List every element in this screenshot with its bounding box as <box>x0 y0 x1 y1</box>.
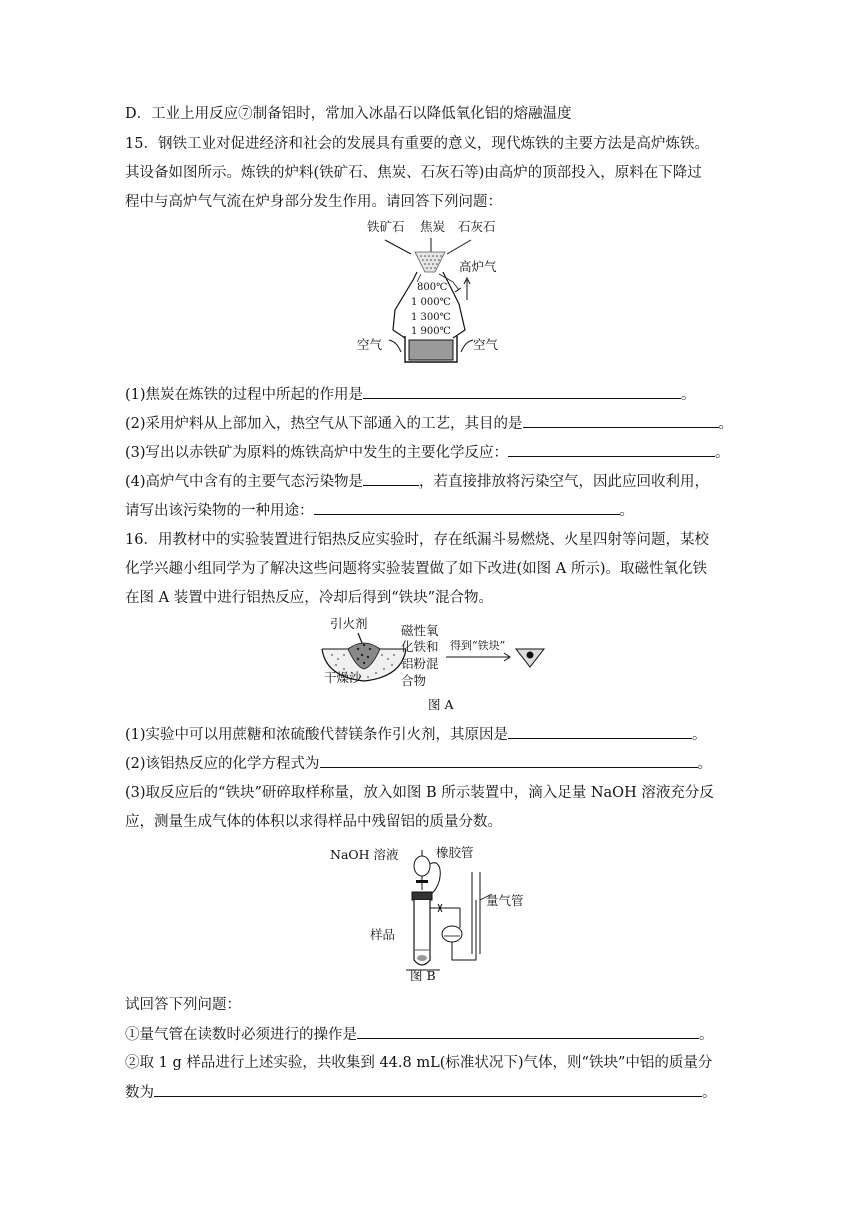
q16-sub-3-line-1: (3)取反应后的“铁块”研碎取样称量，放入如图 B 所示装置中，滴入足量 NaOH 溶液充分反 <box>125 785 714 801</box>
q16-line-2: 化学兴趣小组同学为了解决这些问题将实验装置做了如下改进(如图 A 所示)。取磁性氧化铁 <box>125 561 708 577</box>
furnace-gas-label: 高炉气 <box>459 259 497 274</box>
mixture-label-3: 铝粉混 <box>401 656 439 671</box>
answer-blank[interactable] <box>363 471 419 486</box>
figure-b <box>330 842 540 992</box>
figure-b-caption: 图 B <box>410 968 436 983</box>
q15-sub-2: (2)采用炉料从上部加入，热空气从下部通入的工艺，其目的是 。 <box>125 413 733 434</box>
option-d: D．工业上用反应⑦制备铝时，常加入冰晶石以降低氧化铝的熔融温度 <box>125 106 572 122</box>
sand-label: 干燥沙 <box>324 670 362 685</box>
q16-line-1: 16．用教材中的实验装置进行铝热反应实验时，存在纸漏斗易燃烧、火星四射等问题，某校 <box>125 532 709 548</box>
q15-line-3: 程中与高炉气气流在炉身部分发生作用。请回答下列问题： <box>125 194 502 210</box>
temp-1000: 1 000℃ <box>411 297 451 308</box>
feed-coke-label: 焦炭 <box>420 219 446 234</box>
temp-1300: 1 300℃ <box>411 312 451 323</box>
arrow-label: 得到“铁块” <box>450 639 506 652</box>
q15-sub-3: (3)写出以赤铁矿为原料的炼铁高炉中发生的主要化学反应： 。 <box>125 442 730 463</box>
answer-blank[interactable] <box>154 1082 702 1097</box>
q15-sub-1: (1)焦炭在炼铁的过程中所起的作用是 。 <box>125 384 696 405</box>
feed-iron-ore-label: 铁矿石 <box>367 219 405 234</box>
q15-sub-4-cont: 请写出该污染物的一种用途： 。 <box>125 500 634 521</box>
answer-blank[interactable] <box>363 384 681 399</box>
q16-sub-3-part-2-cont: 数为 。 <box>125 1082 717 1103</box>
burette-label: 量气管 <box>486 893 524 908</box>
temp-800: 800℃ <box>417 282 448 293</box>
answer-blank[interactable] <box>314 500 620 515</box>
figure-a-caption: 图 A <box>428 697 454 712</box>
instruction-line: 试回答下列问题： <box>125 997 241 1013</box>
air-right-label: 空气 <box>473 337 499 352</box>
answer-blank[interactable] <box>508 724 692 739</box>
q15-line-1: 15．钢铁工业对促进经济和社会的发展具有重要的意义，现代炼铁的主要方法是高炉炼铁。 <box>125 136 709 152</box>
feed-limestone-label: 石灰石 <box>458 219 496 234</box>
q16-sub-1: (1)实验中可以用蔗糖和浓硫酸代替镁条作引火剂，其原因是 。 <box>125 724 707 745</box>
q16-sub-3-part-1: ①量气管在读数时必须进行的操作是 。 <box>125 1024 714 1045</box>
figure-a <box>318 615 548 715</box>
rubber-tube-label: 橡胶管 <box>436 845 474 860</box>
q16-sub-3-part-2: ②取 1 g 样品进行上述实验，共收集到 44.8 mL(标准状况下)气体，则“铁块”中铝的质量分 <box>125 1055 713 1071</box>
q16-sub-2: (2)该铝热反应的化学方程式为 。 <box>125 753 712 774</box>
sample-label: 样品 <box>370 927 396 942</box>
answer-blank[interactable] <box>523 413 719 428</box>
answer-blank[interactable] <box>508 442 715 457</box>
mixture-label-1: 磁性氧 <box>401 623 439 638</box>
mixture-label-4: 合物 <box>401 673 427 688</box>
q16-line-3: 在图 A 装置中进行铝热反应，冷却后得到“铁块”混合物。 <box>125 590 494 606</box>
air-left-label: 空气 <box>357 337 383 352</box>
answer-blank[interactable] <box>357 1024 699 1039</box>
mixture-label-2: 化铁和 <box>401 639 439 654</box>
naoh-label: NaOH 溶液 <box>330 847 399 862</box>
igniter-label: 引火剂 <box>330 616 368 631</box>
answer-blank[interactable] <box>320 753 698 768</box>
temp-1900: 1 900℃ <box>411 326 451 337</box>
q15-line-2: 其设备如图所示。炼铁的炉料(铁矿石、焦炭、石灰石等)由高炉的顶部投入，原料在下降过 <box>125 165 702 181</box>
q16-sub-3-line-2: 应，测量生成气体的体积以求得样品中残留铝的质量分数。 <box>125 814 502 830</box>
q15-sub-4: (4)高炉气中含有的主要气态污染物是 ，若直接排放将污染空气，因此应回收利用， <box>125 471 709 492</box>
blast-furnace-figure <box>355 218 515 368</box>
